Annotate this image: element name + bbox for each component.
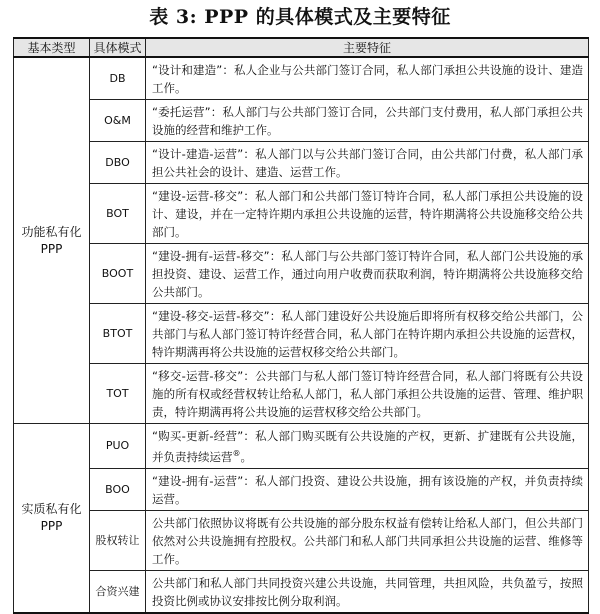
table-row [14,184,589,244]
feature-cell: “移交-运营-移交”：公共部门与私人部门签订特许经营合同，私人部门将既有公共设施的所有权或经营权转让给私人部门，私人部门承担公共设施的运营、管理、维护职责，特许期满再将公共设施的运营权移交给公共部门。 [146,364,589,424]
header-feature: 主要特征 [146,38,589,57]
mode-cell: TOT [90,364,146,424]
mode-cell: BOOT [90,244,146,304]
table-row [14,57,589,100]
mode-cell: O&M [90,100,146,142]
mode-cell: DB [90,57,146,100]
feature-cell [146,424,589,469]
mode-cell: PUO [90,424,146,469]
mode-cell: BOT [90,184,146,244]
table-row [14,570,589,613]
mode-cell: DBO [90,142,146,184]
table-row [14,364,589,424]
feature-cell: “委托运营”：私人部门与公共部门签订合同，公共部门支付费用，私人部门承担公共设施的经营和维护工作。 [146,100,589,142]
table-header-row [14,38,589,57]
mode-cell: BOO [90,468,146,510]
feature-cell: “建设-拥有-运营-移交”：私人部门与公共部门签订特许合同，私人部门公共设施的承担投资、建设、运营工作，通过向用户收费而获取利润，特许期满将公共设施移交给公共部门。 [146,244,589,304]
table-row [14,510,589,570]
basic-type-cell: 功能私有化PPP [14,57,90,424]
header-mode: 具体模式 [90,38,146,57]
feature-cell: “建设-移交-运营-移交”：私人部门建设好公共设施后即将所有权移交给公共部门，公共部门与私人部门签订特许经营合同，私人部门在特许期内承担公共设施的运营权，特许期满再将公共设施的运营权移交给公共部门。 [146,304,589,364]
feature-cell: 公共部门和私人部门共同投资兴建公共设施，共同管理，共担风险，共负盈亏，按照投资比例或协议安排按比例分取利润。 [146,570,589,613]
mode-cell: 股权转让 [90,510,146,570]
feature-cell: “设计和建造”：私人企业与公共部门签订合同，私人部门承担公共设施的设计、建造工作。 [146,57,589,100]
header-basic-type: 基本类型 [14,38,90,57]
table-row [14,424,589,469]
feature-text-end: 。 [240,449,252,464]
table-row [14,304,589,364]
table-title: 表 3: PPP 的具体模式及主要特征 [149,6,451,28]
feature-cell: 公共部门依照协议将既有公共设施的部分股东权益有偿转让给私人部门，但公共部门依然对公共设施拥有控股权。公共部门和私人部门共同承担公共设施的运营、维修等工作。 [146,510,589,570]
feature-cell: “设计-建造-运营”：私人部门以与公共部门签订合同，由公共部门付费，私人部门承担公共社会的设计、建造、运营工作。 [146,142,589,184]
feature-text: “购买-更新-经营”：私人部门购买既有公共设施的产权，更新、扩建既有公共设施，并负责持续运营 [152,429,583,464]
mode-cell: BTOT [90,304,146,364]
basic-type-cell: 实质私有化PPP [14,424,90,613]
feature-cell: “建设-拥有-运营”：私人部门投资、建设公共设施，拥有该设施的产权，并负责持续运营。 [146,468,589,510]
table-row [14,100,589,142]
table-row [14,142,589,184]
mode-cell: 合资兴建 [90,570,146,613]
ppp-modes-table [13,37,589,614]
footnote-mark: ® [232,449,241,458]
table-row [14,244,589,304]
table-row [14,468,589,510]
feature-cell: “建设-运营-移交”：私人部门和公共部门签订特许合同，私人部门承担公共设施的设计、建设，并在一定特许期内承担公共设施的运营，特许期满将公共设施移交给公共部门。 [146,184,589,244]
